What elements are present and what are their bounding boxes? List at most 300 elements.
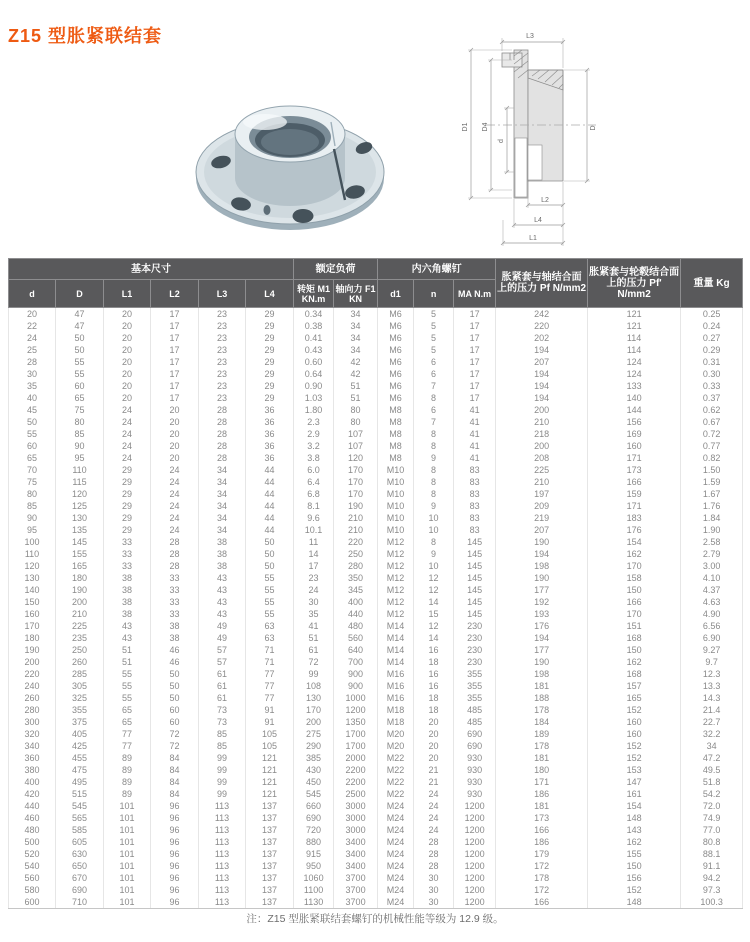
table-cell: 930 <box>454 752 496 764</box>
table-cell: 100.3 <box>681 896 743 909</box>
table-row <box>9 632 743 644</box>
table-cell: 28 <box>151 536 199 548</box>
table-cell: 22.7 <box>681 716 743 728</box>
table-cell: 50 <box>151 692 199 704</box>
table-cell: 0.25 <box>681 308 743 321</box>
table-cell: 83 <box>454 488 496 500</box>
table-cell: 24 <box>151 512 199 524</box>
table-cell: 280 <box>9 704 56 716</box>
table-cell: 57 <box>199 644 246 656</box>
table-cell: 34 <box>334 308 378 321</box>
table-cell: M20 <box>378 728 414 740</box>
table-cell: 33 <box>104 536 151 548</box>
table-cell: 44 <box>246 524 294 536</box>
table-cell: M24 <box>378 860 414 872</box>
table-cell: 17 <box>454 344 496 356</box>
table-cell: 65 <box>56 392 104 404</box>
table-cell: 1100 <box>294 884 334 896</box>
table-cell: 235 <box>56 632 104 644</box>
table-cell: 84 <box>151 764 199 776</box>
table-cell: 60 <box>151 704 199 716</box>
table-cell: 325 <box>56 692 104 704</box>
table-cell: 130 <box>294 692 334 704</box>
table-cell: 197 <box>496 488 588 500</box>
table-cell: 230 <box>454 632 496 644</box>
table-cell: 158 <box>588 572 681 584</box>
table-row <box>9 788 743 800</box>
table-cell: 137 <box>246 884 294 896</box>
table-cell: 114 <box>588 344 681 356</box>
table-cell: 700 <box>334 656 378 668</box>
table-cell: 20 <box>414 716 454 728</box>
table-cell: 176 <box>588 524 681 536</box>
table-cell: 65 <box>9 452 56 464</box>
table-cell: M10 <box>378 476 414 488</box>
table-cell: 3700 <box>334 884 378 896</box>
table-cell: 91 <box>246 704 294 716</box>
table-cell: 209 <box>496 500 588 512</box>
table-cell: 18 <box>414 704 454 716</box>
table-cell: 24 <box>9 332 56 344</box>
table-row <box>9 644 743 656</box>
table-cell: 385 <box>294 752 334 764</box>
table-cell: 8 <box>414 476 454 488</box>
table-cell: 99 <box>294 668 334 680</box>
table-cell: 34 <box>334 332 378 344</box>
table-cell: 420 <box>9 788 56 800</box>
table-cell: 45 <box>9 404 56 416</box>
table-cell: 115 <box>56 476 104 488</box>
spec-table <box>8 258 743 909</box>
table-cell: 153 <box>588 764 681 776</box>
table-cell: 152 <box>588 752 681 764</box>
table-cell: 20 <box>151 440 199 452</box>
table-row <box>9 596 743 608</box>
table-cell: 179 <box>496 848 588 860</box>
table-cell: 200 <box>496 404 588 416</box>
table-cell: 168 <box>588 668 681 680</box>
table-cell: 22 <box>9 320 56 332</box>
table-cell: 425 <box>56 740 104 752</box>
table-cell: 0.38 <box>294 320 334 332</box>
table-cell: 155 <box>588 848 681 860</box>
table-cell: M12 <box>378 536 414 548</box>
column-header-n: n <box>414 280 454 308</box>
table-cell: 121 <box>246 764 294 776</box>
table-cell: 28 <box>9 356 56 368</box>
table-cell: M24 <box>378 812 414 824</box>
table-cell: 173 <box>588 464 681 476</box>
table-cell: 140 <box>9 584 56 596</box>
table-cell: 640 <box>334 644 378 656</box>
table-cell: 72.0 <box>681 800 743 812</box>
table-cell: 85 <box>9 500 56 512</box>
table-cell: 55 <box>9 428 56 440</box>
table-cell: 380 <box>9 764 56 776</box>
table-row <box>9 356 743 368</box>
table-cell: 375 <box>56 716 104 728</box>
table-cell: 24 <box>151 500 199 512</box>
column-header-torque: 转矩 M1 KN.m <box>294 280 334 308</box>
table-cell: 24 <box>414 800 454 812</box>
table-cell: 24 <box>151 476 199 488</box>
table-cell: 150 <box>9 596 56 608</box>
table-cell: 600 <box>9 896 56 909</box>
table-cell: 1200 <box>454 824 496 836</box>
table-cell: 181 <box>496 680 588 692</box>
table-cell: 9 <box>414 500 454 512</box>
table-cell: 1200 <box>454 812 496 824</box>
table-cell: 165 <box>588 692 681 704</box>
table-cell: 110 <box>9 548 56 560</box>
table-cell: 194 <box>496 344 588 356</box>
table-row <box>9 452 743 464</box>
table-cell: 6 <box>414 356 454 368</box>
table-cell: 565 <box>56 812 104 824</box>
table-row <box>9 740 743 752</box>
table-cell: 47 <box>56 320 104 332</box>
table-cell: 12 <box>414 620 454 632</box>
table-cell: 9.7 <box>681 656 743 668</box>
table-cell: 13.3 <box>681 680 743 692</box>
table-cell: 0.37 <box>681 392 743 404</box>
table-cell: 96 <box>151 848 199 860</box>
table-cell: 670 <box>56 872 104 884</box>
table-cell: 20 <box>9 308 56 321</box>
table-row <box>9 752 743 764</box>
table-cell: 6.0 <box>294 464 334 476</box>
table-cell: 20 <box>151 452 199 464</box>
table-cell: 260 <box>9 692 56 704</box>
table-cell: 192 <box>496 596 588 608</box>
table-cell: 28 <box>414 848 454 860</box>
table-cell: 3700 <box>334 872 378 884</box>
table-cell: 41 <box>454 428 496 440</box>
table-cell: 137 <box>246 824 294 836</box>
table-cell: 44 <box>246 500 294 512</box>
table-row <box>9 548 743 560</box>
table-cell: M24 <box>378 824 414 836</box>
table-cell: 42 <box>334 368 378 380</box>
table-cell: 184 <box>496 716 588 728</box>
table-cell: 145 <box>454 560 496 572</box>
column-header-L3: L3 <box>199 280 246 308</box>
table-cell: 170 <box>334 464 378 476</box>
table-cell: 89 <box>104 752 151 764</box>
table-cell: 17 <box>151 380 199 392</box>
table-cell: 160 <box>588 728 681 740</box>
table-cell: 178 <box>496 740 588 752</box>
table-cell: 17 <box>454 392 496 404</box>
table-cell: 495 <box>56 776 104 788</box>
table-cell: 44 <box>246 488 294 500</box>
table-cell: 1.90 <box>681 524 743 536</box>
dim-label-d4: D4 <box>482 122 489 132</box>
table-row <box>9 884 743 896</box>
table-cell: M14 <box>378 620 414 632</box>
table-cell: 207 <box>496 524 588 536</box>
table-cell: 137 <box>246 860 294 872</box>
table-cell: 560 <box>334 632 378 644</box>
table-cell: 1200 <box>334 704 378 716</box>
table-cell: 0.34 <box>294 308 334 321</box>
table-cell: 121 <box>246 752 294 764</box>
table-cell: 155 <box>56 548 104 560</box>
dim-label-d1: D1 <box>462 122 469 132</box>
table-cell: 1000 <box>334 692 378 704</box>
table-cell: 21 <box>414 776 454 788</box>
table-cell: 2.58 <box>681 536 743 548</box>
table-row <box>9 848 743 860</box>
table-cell: 1.80 <box>294 404 334 416</box>
table-cell: M24 <box>378 896 414 909</box>
table-cell: 70 <box>9 464 56 476</box>
table-cell: 194 <box>496 548 588 560</box>
column-header-L4: L4 <box>246 280 294 308</box>
table-cell: 0.31 <box>681 356 743 368</box>
table-cell: M18 <box>378 704 414 716</box>
table-cell: 91 <box>246 716 294 728</box>
table-cell: 41 <box>454 416 496 428</box>
dim-label-d-right: D <box>590 125 597 131</box>
table-row <box>9 764 743 776</box>
table-cell: 35 <box>9 380 56 392</box>
table-cell: 107 <box>334 428 378 440</box>
table-cell: 60 <box>9 440 56 452</box>
table-cell: 30 <box>294 596 334 608</box>
table-cell: 80.8 <box>681 836 743 848</box>
table-cell: 930 <box>454 776 496 788</box>
table-cell: 50 <box>56 332 104 344</box>
table-cell: 500 <box>9 836 56 848</box>
table-cell: 355 <box>454 680 496 692</box>
table-cell: 28 <box>414 836 454 848</box>
table-cell: 28 <box>151 548 199 560</box>
table-cell: 210 <box>496 476 588 488</box>
table-cell: 24 <box>104 428 151 440</box>
table-cell: M24 <box>378 800 414 812</box>
table-cell: 152 <box>588 704 681 716</box>
table-cell: 20 <box>104 308 151 321</box>
table-cell: 55 <box>246 608 294 620</box>
table-cell: 475 <box>56 764 104 776</box>
spec-table-header <box>9 259 743 308</box>
table-cell: 29 <box>104 512 151 524</box>
table-cell: 150 <box>588 584 681 596</box>
table-cell: 43 <box>104 632 151 644</box>
table-cell: 50 <box>151 680 199 692</box>
table-cell: 73 <box>199 716 246 728</box>
table-cell: 130 <box>56 512 104 524</box>
table-cell: 180 <box>496 764 588 776</box>
table-row <box>9 308 743 321</box>
table-cell: 63 <box>246 620 294 632</box>
table-cell: 6 <box>414 404 454 416</box>
table-cell: 85 <box>199 740 246 752</box>
table-cell: 51.8 <box>681 776 743 788</box>
table-cell: M14 <box>378 644 414 656</box>
table-cell: 23 <box>199 356 246 368</box>
table-cell: M8 <box>378 404 414 416</box>
table-cell: 34 <box>199 476 246 488</box>
table-cell: 2.3 <box>294 416 334 428</box>
table-cell: 260 <box>56 656 104 668</box>
table-row <box>9 896 743 909</box>
table-cell: 690 <box>56 884 104 896</box>
table-row <box>9 572 743 584</box>
table-cell: 0.77 <box>681 440 743 452</box>
table-cell: M8 <box>378 452 414 464</box>
table-cell: 16 <box>414 668 454 680</box>
table-cell: 44 <box>246 476 294 488</box>
table-cell: 24 <box>104 440 151 452</box>
table-cell: 177 <box>496 584 588 596</box>
table-cell: 880 <box>294 836 334 848</box>
table-cell: 166 <box>496 824 588 836</box>
footnote: 注：Z15 型胀紧联结套螺钉的机械性能等级为 12.9 级。 <box>246 913 504 925</box>
table-cell: 24 <box>104 416 151 428</box>
table-cell: 189 <box>496 728 588 740</box>
page-title: Z15 型胀紧联结套 <box>8 26 163 46</box>
table-row <box>9 488 743 500</box>
table-cell: 28 <box>414 860 454 872</box>
table-cell: 440 <box>9 800 56 812</box>
table-cell: M8 <box>378 428 414 440</box>
table-cell: 250 <box>334 548 378 560</box>
table-cell: 113 <box>199 872 246 884</box>
table-cell: 80 <box>56 416 104 428</box>
table-cell: 121 <box>246 776 294 788</box>
table-cell: 630 <box>56 848 104 860</box>
table-cell: 1700 <box>334 740 378 752</box>
table-cell: 24 <box>414 812 454 824</box>
table-row <box>9 860 743 872</box>
table-cell: 47.2 <box>681 752 743 764</box>
table-cell: 17 <box>151 308 199 321</box>
table-cell: 202 <box>496 332 588 344</box>
table-cell: 113 <box>199 812 246 824</box>
table-cell: 200 <box>294 716 334 728</box>
table-cell: 355 <box>454 668 496 680</box>
table-cell: 17 <box>151 368 199 380</box>
table-cell: 28 <box>199 452 246 464</box>
table-cell: 24 <box>151 464 199 476</box>
table-cell: 180 <box>9 632 56 644</box>
table-cell: 38 <box>104 596 151 608</box>
table-cell: 23 <box>294 572 334 584</box>
table-cell: 17 <box>294 560 334 572</box>
table-cell: 230 <box>454 656 496 668</box>
table-cell: 12 <box>414 584 454 596</box>
table-cell: 170 <box>588 608 681 620</box>
table-cell: 275 <box>294 728 334 740</box>
table-cell: 186 <box>496 788 588 800</box>
table-cell: 160 <box>588 440 681 452</box>
table-cell: 5 <box>414 320 454 332</box>
table-cell: 30 <box>414 896 454 909</box>
table-cell: 85 <box>56 428 104 440</box>
table-cell: 83 <box>454 500 496 512</box>
table-cell: 6.56 <box>681 620 743 632</box>
table-cell: 1700 <box>334 728 378 740</box>
table-cell: M6 <box>378 380 414 392</box>
table-cell: 41 <box>454 404 496 416</box>
table-cell: 0.43 <box>294 344 334 356</box>
table-cell: 5 <box>414 332 454 344</box>
table-cell: 5 <box>414 344 454 356</box>
table-cell: 930 <box>454 788 496 800</box>
table-cell: 1.50 <box>681 464 743 476</box>
table-row <box>9 584 743 596</box>
table-cell: 151 <box>588 620 681 632</box>
table-cell: 16 <box>414 680 454 692</box>
table-cell: 29 <box>246 356 294 368</box>
table-cell: 14 <box>414 632 454 644</box>
table-cell: 24 <box>414 824 454 836</box>
table-cell: 29 <box>246 380 294 392</box>
table-cell: 124 <box>588 356 681 368</box>
table-cell: 105 <box>246 740 294 752</box>
table-row <box>9 512 743 524</box>
table-row <box>9 380 743 392</box>
group-header-rated-load: 额定负荷 <box>294 259 378 280</box>
table-cell: 305 <box>56 680 104 692</box>
table-cell: 43 <box>199 584 246 596</box>
table-cell: 96 <box>151 812 199 824</box>
table-cell: 80 <box>334 416 378 428</box>
group-header-hex-socket-screw: 内六角螺钉 <box>378 259 496 280</box>
table-cell: 194 <box>496 392 588 404</box>
table-cell: 225 <box>56 620 104 632</box>
table-cell: 181 <box>496 752 588 764</box>
table-cell: 154 <box>588 800 681 812</box>
table-cell: 89 <box>104 776 151 788</box>
table-cell: 23 <box>199 368 246 380</box>
table-cell: 96 <box>151 836 199 848</box>
table-cell: 145 <box>454 584 496 596</box>
table-cell: 60 <box>56 380 104 392</box>
table-cell: 930 <box>454 764 496 776</box>
table-row <box>9 704 743 716</box>
table-cell: M16 <box>378 680 414 692</box>
table-cell: 173 <box>496 812 588 824</box>
table-cell: 137 <box>246 872 294 884</box>
table-cell: 105 <box>246 728 294 740</box>
table-cell: 2500 <box>334 788 378 800</box>
table-cell: 73 <box>199 704 246 716</box>
table-cell: 1200 <box>454 896 496 909</box>
table-cell: M12 <box>378 572 414 584</box>
table-cell: 169 <box>588 428 681 440</box>
table-cell: 113 <box>199 836 246 848</box>
table-cell: M24 <box>378 884 414 896</box>
table-cell: 210 <box>56 608 104 620</box>
table-cell: 145 <box>454 536 496 548</box>
table-cell: 83 <box>454 464 496 476</box>
table-cell: M6 <box>378 320 414 332</box>
table-cell: 96 <box>151 896 199 909</box>
table-cell: 219 <box>496 512 588 524</box>
table-cell: 55 <box>104 668 151 680</box>
table-cell: 710 <box>56 896 104 909</box>
table-cell: 0.41 <box>294 332 334 344</box>
table-row <box>9 776 743 788</box>
table-cell: 300 <box>9 716 56 728</box>
table-row <box>9 668 743 680</box>
table-cell: 101 <box>104 848 151 860</box>
table-cell: 3400 <box>334 860 378 872</box>
table-cell: 170 <box>588 560 681 572</box>
